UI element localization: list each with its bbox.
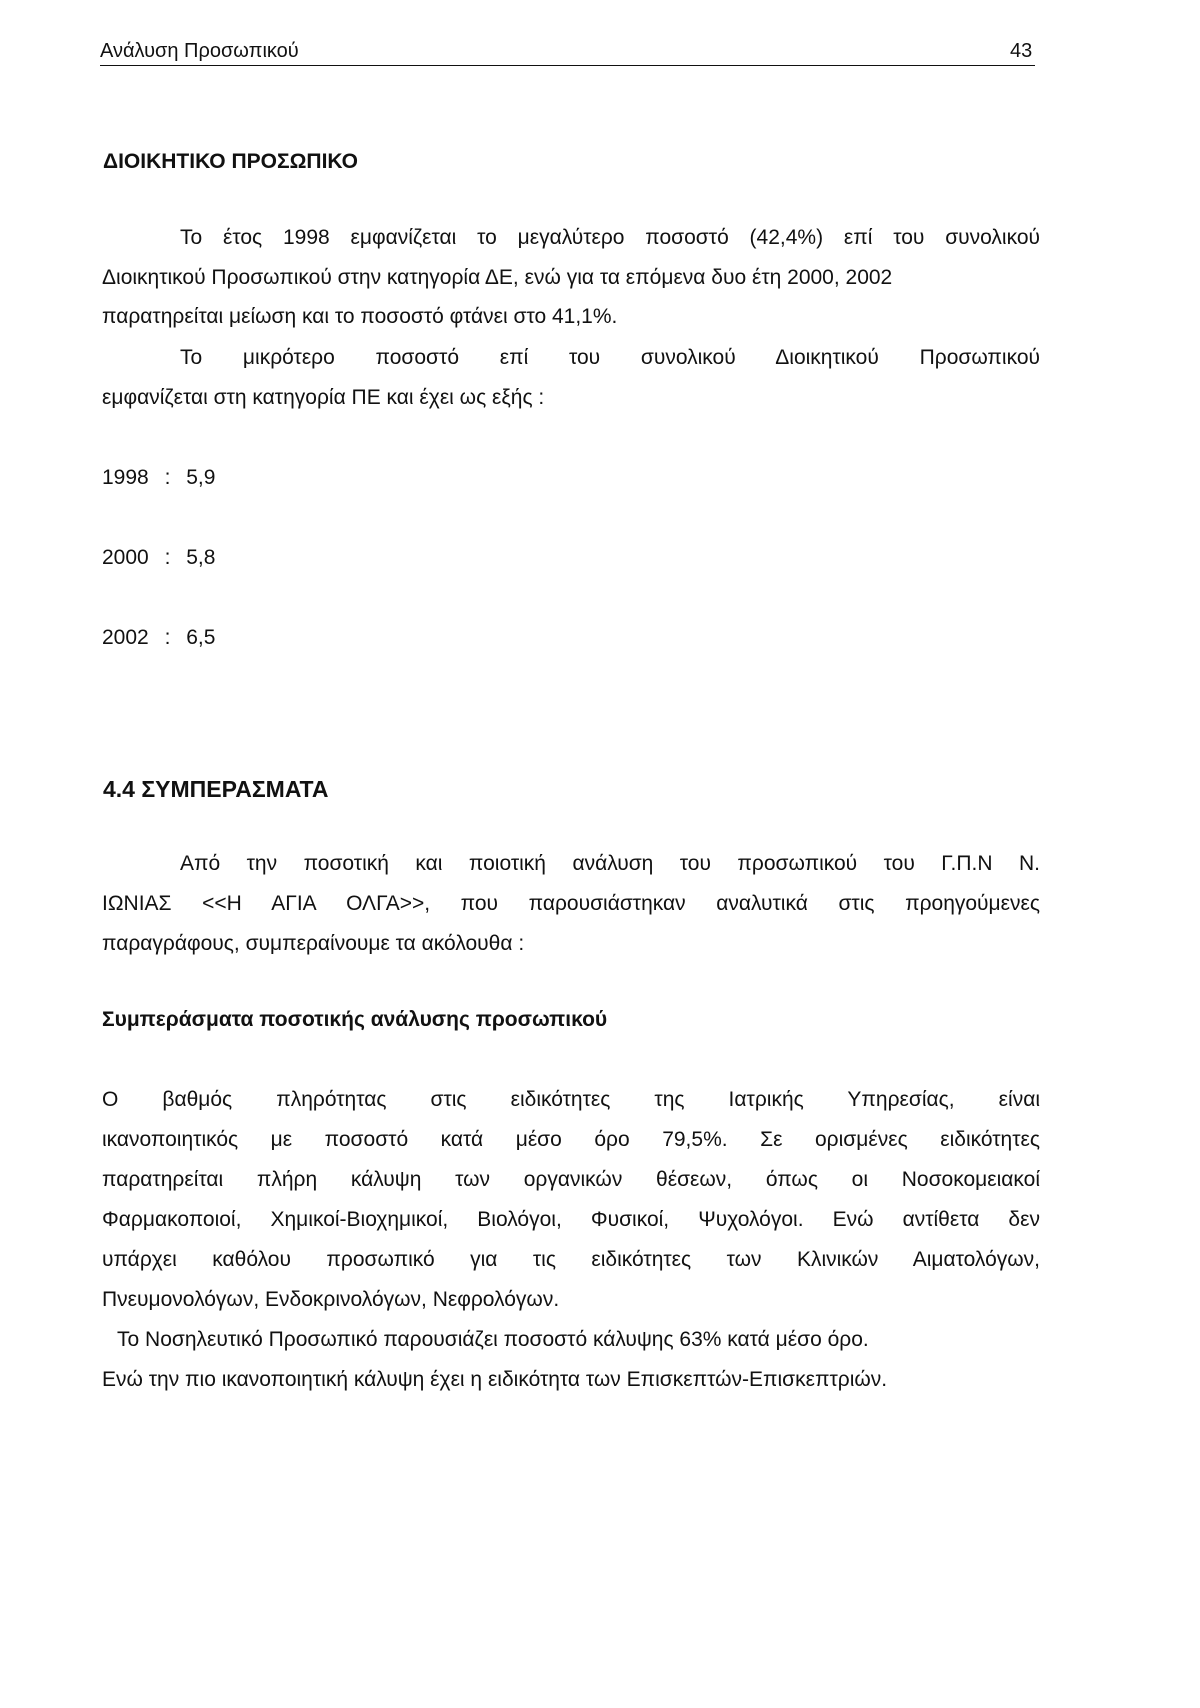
subsection-title-quantitative-conclusions: Συμπεράσματα ποσοτικής ανάλυσης προσωπικού <box>102 1008 608 1031</box>
value-number: 6,5 <box>186 626 216 649</box>
paragraph-line: παρατηρείται πλήρη κάλυψη των οργανικών θέσεων, όπως οι Νοσοκομειακοί <box>102 1168 1040 1191</box>
paragraph-line: ικανοποιητικός με ποσοστό κατά μέσο όρο 79,5%. Σε ορισμένες ειδικότητες <box>102 1128 1040 1151</box>
paragraph-line: Φαρμακοποιοί, Χημικοί-Βιοχημικοί, Βιολόγοι, Φυσικοί, Ψυχολόγοι. Ενώ αντίθετα δεν <box>102 1208 1040 1231</box>
paragraph-line: Από την ποσοτική και ποιοτική ανάλυση του προσωπικού του Γ.Π.Ν Ν. <box>180 852 1040 875</box>
paragraph-line: παρατηρείται μείωση και το ποσοστό φτάνει στο 41,1%. <box>102 305 618 328</box>
value-year: 2000 <box>102 546 149 569</box>
paragraph-line: υπάρχει καθόλου προσωπικό για τις ειδικότητες των Κλινικών Αιματολόγων, <box>102 1248 1040 1271</box>
running-header-title: Ανάλυση Προσωπικού <box>100 40 299 62</box>
value-number: 5,8 <box>186 546 216 569</box>
value-year: 1998 <box>102 466 149 489</box>
paragraph-line: Διοικητικού Προσωπικού στην κατηγορία ΔΕ, ενώ για τα επόμενα δυο έτη 2000, 2002 <box>102 266 893 289</box>
paragraph-line: Το μικρότερο ποσοστό επί του συνολικού Διοικητικού Προσωπικού <box>180 346 1040 369</box>
paragraph-line: Ενώ την πιο ικανοποιητική κάλυψη έχει η ειδικότητα των Επισκεπτών-Επισκεπτριών. <box>102 1368 888 1391</box>
header-rule <box>100 65 1035 66</box>
paragraph-line: Ο βαθμός πληρότητας στις ειδικότητες της Ιατρικής Υπηρεσίας, είναι <box>102 1088 1040 1111</box>
value-separator: : <box>164 466 171 489</box>
value-year: 2002 <box>102 626 149 649</box>
section-title-administrative-staff: ΔΙΟΙΚΗΤΙΚΟ ΠΡΟΣΩΠΙΚΟ <box>103 150 358 173</box>
paragraph-line: Το έτος 1998 εμφανίζεται το μεγαλύτερο ποσοστό (42,4%) επί του συνολικού <box>180 226 1040 249</box>
paragraph-line: Το Νοσηλευτικό Προσωπικό παρουσιάζει ποσοστό κάλυψης 63% κατά μέσο όρο. <box>117 1328 869 1351</box>
section-title-conclusions: 4.4 ΣΥΜΠΕΡΑΣΜΑΤΑ <box>103 776 329 802</box>
value-separator: : <box>164 626 171 649</box>
paragraph-line: ΙΩΝΙΑΣ <<Η ΑΓΙΑ ΟΛΓΑ>>, που παρουσιάστηκαν αναλυτικά στις προηγούμενες <box>102 892 1040 915</box>
value-row <box>102 546 215 570</box>
paragraph-line: παραγράφους, συμπεραίνουμε τα ακόλουθα : <box>102 932 525 955</box>
value-separator: : <box>164 546 171 569</box>
page-number: 43 <box>1010 40 1033 62</box>
paragraph-line: εμφανίζεται στη κατηγορία ΠΕ και έχει ως εξής : <box>102 386 545 409</box>
value-number: 5,9 <box>186 466 216 489</box>
value-row <box>102 466 215 490</box>
paragraph-line: Πνευμονολόγων, Ενδοκρινολόγων, Νεφρολόγων. <box>102 1288 560 1311</box>
value-row <box>102 626 215 650</box>
